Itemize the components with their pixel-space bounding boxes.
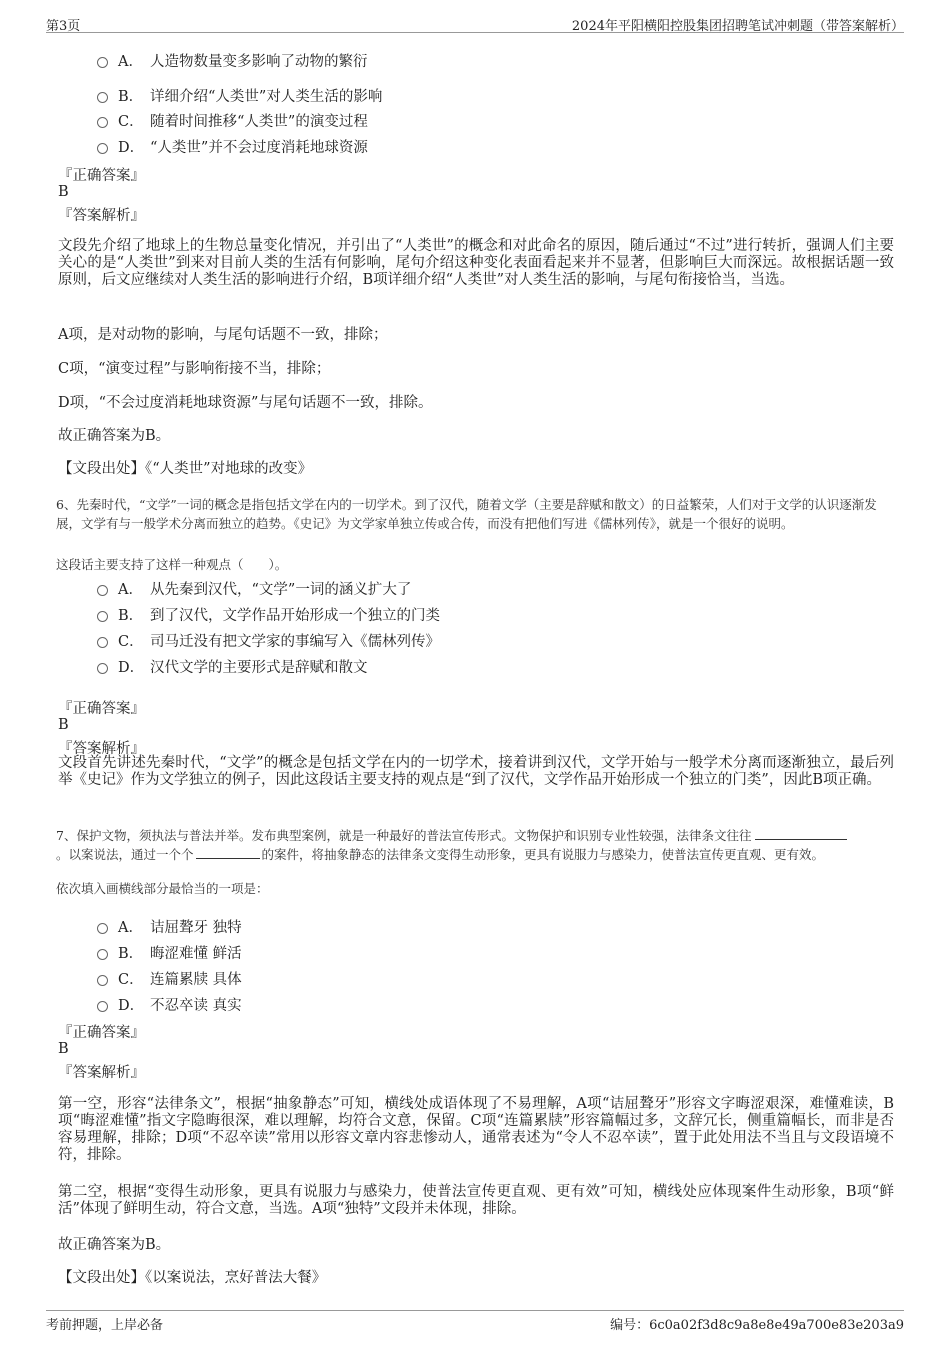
q5-analysis-d: D项，“不会过度消耗地球资源”与尾句话题不一致，排除。 bbox=[58, 395, 433, 411]
page-footer bbox=[0, 1310, 950, 1345]
radio-icon[interactable] bbox=[97, 611, 108, 622]
q6-option-d[interactable]: D． 汉代文学的主要形式是辞赋和散文 bbox=[97, 656, 368, 677]
q6-answer: B bbox=[58, 717, 69, 733]
q7-option-c[interactable]: C． 连篇累牍 具体 bbox=[97, 968, 242, 989]
q6-answer-label: 『正确答案』 bbox=[58, 701, 145, 717]
q5-option-d[interactable]: D． “人类世”并不会过度消耗地球资源 bbox=[97, 136, 368, 157]
q5-option-b[interactable]: B． 详细介绍“人类世”对人类生活的影响 bbox=[97, 85, 382, 106]
q7-option-d[interactable]: D． 不忍卒读 真实 bbox=[97, 994, 242, 1015]
q7-blank-2[interactable] bbox=[196, 846, 260, 859]
page-header bbox=[0, 0, 950, 34]
radio-icon[interactable] bbox=[97, 143, 108, 154]
q7-stem: 7、保护文物，须执法与普法并举。发布典型案例，就是一种最好的普法宣传形式。文物保护和识别专业性较强，法律条文往往 。以案说法，通过一个个 的案件，将抽象静态的法律条文变得生动形象，更具有说服力与感染力，使普法宣传更直观、更有效。 bbox=[56, 826, 896, 864]
q6-option-b[interactable]: B． 到了汉代，文学作品开始形成一个独立的门类 bbox=[97, 604, 440, 625]
q5-analysis-c: C项，“演变过程”与影响衔接不当，排除； bbox=[58, 361, 331, 377]
q5-option-c[interactable]: C． 随着时间推移“人类世”的演变过程 bbox=[97, 110, 368, 131]
radio-icon[interactable] bbox=[97, 923, 108, 934]
q5-source: 【文段出处】《“人类世”对地球的改变》 bbox=[58, 461, 313, 477]
q7-analysis-first-blank: 第一空，形容“法律条文”，根据“抽象静态”可知，横线处成语体现了不易理解，A项“诘屈聱牙”形容文字晦涩艰深，难懂难读，B项“晦涩难懂”指文字隐晦很深，难以理解，均符合文意，保留。C项“连篇累牍”形容篇幅过多，文辞冗长，侧重篇幅长，而非是否容易理解，排除；D项“不忍卒读”常用以形容文章内容悲惨动人，通常表述为“令人不忍卒读”，置于此处用法不当且与文段语境不符，排除。 bbox=[58, 1096, 894, 1163]
header-divider bbox=[46, 32, 904, 33]
page-number: 第3页 bbox=[46, 19, 81, 34]
q7-source: 【文段出处】《以案说法，烹好普法大餐》 bbox=[58, 1270, 327, 1286]
q7-analysis-label: 『答案解析』 bbox=[58, 1065, 145, 1081]
radio-icon[interactable] bbox=[97, 975, 108, 986]
q6-option-a[interactable]: A． 从先秦到汉代，“文学”一词的涵义扩大了 bbox=[97, 578, 411, 599]
document-title: 2024年平阳横阳控股集团招聘笔试冲刺题（带答案解析） bbox=[571, 19, 904, 34]
q7-analysis-second-blank: 第二空，根据“变得生动形象，更具有说服力与感染力，使普法宣传更直观、更有效”可知，横线处应体现案件生动形象，B项“鲜活”体现了鲜明生动，符合文意，当选。A项“独特”文段并未体现，排除。 bbox=[58, 1184, 894, 1217]
q6-stem: 6、先秦时代，“文学”一词的概念是指包括文学在内的一切学术。到了汉代，随着文学（主要是辞赋和散文）的日益繁荣，人们对于文学的认识逐渐发展，文学有与一般学术分离而独立的趋势。《史记》为文学家单独立传或合传，而没有把他们写进《儒林列传》，就是一个很好的说明。 bbox=[56, 497, 877, 531]
q6-option-c[interactable]: C． 司马迁没有把文学家的事编写入《儒林列传》 bbox=[97, 630, 440, 651]
footer-slogan: 考前押题，上岸必备 bbox=[46, 1318, 164, 1333]
radio-icon[interactable] bbox=[97, 663, 108, 674]
q7-answer-label: 『正确答案』 bbox=[58, 1025, 145, 1041]
q7-option-a[interactable]: A． 诘屈聱牙 独特 bbox=[97, 916, 242, 937]
footer-divider bbox=[46, 1310, 904, 1311]
q7-option-b[interactable]: B． 晦涩难懂 鲜活 bbox=[97, 942, 242, 963]
radio-icon[interactable] bbox=[97, 92, 108, 103]
radio-icon[interactable] bbox=[97, 1001, 108, 1012]
q6-prompt: 这段话主要支持了这样一种观点（ ）。 bbox=[56, 557, 288, 572]
q7-prompt: 依次填入画横线部分最恰当的一项是： bbox=[56, 881, 269, 896]
radio-icon[interactable] bbox=[97, 117, 108, 128]
q5-analysis-label: 『答案解析』 bbox=[58, 208, 145, 224]
radio-icon[interactable] bbox=[97, 57, 108, 68]
q5-answer: B bbox=[58, 184, 69, 200]
radio-icon[interactable] bbox=[97, 949, 108, 960]
radio-icon[interactable] bbox=[97, 637, 108, 648]
q7-blank-1[interactable] bbox=[755, 827, 847, 840]
radio-icon[interactable] bbox=[97, 585, 108, 596]
q5-conclusion: 故正确答案为B。 bbox=[58, 428, 171, 444]
q5-analysis-a: A项，是对动物的影响，与尾句话题不一致，排除； bbox=[58, 327, 388, 343]
q6-analysis-label: 『答案解析』 bbox=[58, 741, 145, 757]
q6-analysis: 文段首先讲述先秦时代，“文学”的概念是包括文学在内的一切学术，接着讲到汉代，文学开始与一般学术分离而逐渐独立，最后列举《史记》作为文学独立的例子，因此这段话主要支持的观点是“到了汉代，文学作品开始形成一个独立的门类”，因此B项正确。 bbox=[58, 755, 894, 788]
q5-answer-label: 『正确答案』 bbox=[58, 168, 145, 184]
q5-analysis-main: 文段先介绍了地球上的生物总量变化情况，并引出了“人类世”的概念和对此命名的原因，随后通过“不过”进行转折，强调人们主要关心的是“人类世”到来对目前人类的生活有何影响，尾句介绍这种变化表面看起来并不显著，但影响巨大而深远。故根据话题一致原则，后文应继续对人类生活的影响进行介绍，B项详细介绍“人类世”对人类生活的影响，与尾句衔接恰当，当选。 bbox=[58, 238, 894, 288]
q7-conclusion: 故正确答案为B。 bbox=[58, 1237, 171, 1253]
document-code: 编号：6c0a02f3d8c9a8e8e49a700e83e203a9 bbox=[610, 1318, 904, 1333]
q5-option-a[interactable]: A． 人造物数量变多影响了动物的繁衍 bbox=[97, 50, 368, 71]
q7-answer: B bbox=[58, 1041, 69, 1057]
